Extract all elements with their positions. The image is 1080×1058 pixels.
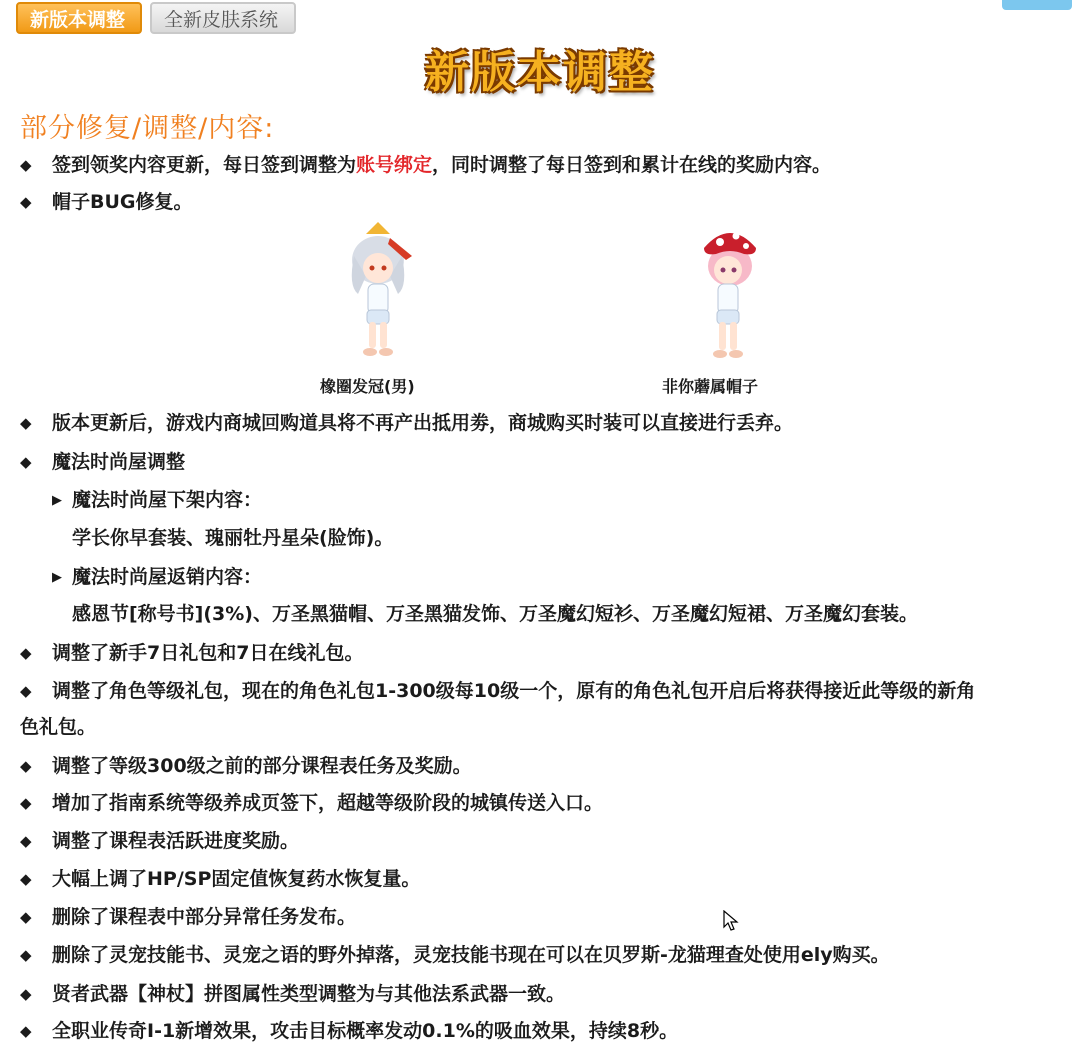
diamond-bullet-icon: ◆ xyxy=(20,946,32,964)
avatar-left-character-image xyxy=(336,216,420,366)
sub-list-text: 感恩节[称号书](3%)、万圣黑猫帽、万圣黑猫发饰、万圣魔幻短衫、万圣魔幻短裙、万圣魔幻套装。 xyxy=(72,603,918,625)
list-item: ◆ 全职业传奇I-1新增效果，攻击目标概率发动0.1%的吸血效果，持续8秒。 xyxy=(20,1020,679,1042)
list-item: ◆ 增加了指南系统等级养成页签下，超越等级阶段的城镇传送入口。 xyxy=(20,792,604,814)
list-item: ◆ 调整了课程表活跃进度奖励。 xyxy=(20,830,300,852)
list-item: ◆ 删除了灵宠技能书、灵宠之语的野外掉落，灵宠技能书现在可以在贝罗斯-龙猫理查处使用ely购买。 xyxy=(20,944,890,966)
list-item-continuation: 色礼包。 xyxy=(20,716,97,738)
diamond-bullet-icon: ◆ xyxy=(20,453,32,471)
list-item: ◆ 删除了课程表中部分异常任务发布。 xyxy=(20,906,357,928)
diamond-bullet-icon: ◆ xyxy=(20,794,32,812)
diamond-bullet-icon: ◆ xyxy=(20,757,32,775)
diamond-bullet-icon: ◆ xyxy=(20,832,32,850)
section-heading: 部分修复/调整/内容: xyxy=(20,113,275,144)
list-item: ◆ 版本更新后，游戏内商城回购道具将不再产出抵用劵，商城购买时装可以直接进行丢弃。 xyxy=(20,412,794,434)
corner-button[interactable] xyxy=(1002,0,1072,10)
highlight-text: 账号绑定 xyxy=(356,154,433,176)
diamond-bullet-icon: ◆ xyxy=(20,414,32,432)
diamond-bullet-icon: ◆ xyxy=(20,682,32,700)
caption-right: 非你蘑属帽子 xyxy=(662,377,759,396)
list-item: ◆ 帽子BUG修复。 xyxy=(20,191,193,213)
list-item: ◆ 调整了新手7日礼包和7日在线礼包。 xyxy=(20,642,364,664)
caption-left: 橡圈发冠(男) xyxy=(320,377,415,396)
diamond-bullet-icon: ◆ xyxy=(20,985,32,1003)
triangle-bullet-icon: ▶ xyxy=(52,493,62,508)
page-title: 新版本调整 xyxy=(425,47,655,98)
tab-bar xyxy=(16,2,296,34)
diamond-bullet-icon: ◆ xyxy=(20,870,32,888)
diamond-bullet-icon: ◆ xyxy=(20,156,32,174)
diamond-bullet-icon: ◆ xyxy=(20,1022,32,1040)
list-item: ◆ 调整了角色等级礼包，现在的角色礼包1-300级每10级一个，原有的角色礼包开启后将获得接近此等级的新角 xyxy=(20,680,976,702)
diamond-bullet-icon: ◆ xyxy=(20,908,32,926)
list-item: ◆ 贤者武器【神杖】拼图属性类型调整为与其他法系武器一致。 xyxy=(20,983,566,1005)
list-item: ◆ 签到领奖内容更新，每日签到调整为账号绑定，同时调整了每日签到和累计在线的奖励内容。 xyxy=(20,154,832,176)
sub-list-item: ▶ 魔法时尚屋返销内容： xyxy=(52,564,262,591)
diamond-bullet-icon: ◆ xyxy=(20,193,32,211)
tab-new-skin-system[interactable]: 全新皮肤系统 xyxy=(150,2,296,34)
mouse-pointer-icon xyxy=(723,910,739,932)
tab-new-version[interactable]: 新版本调整 xyxy=(16,2,142,34)
avatar-right-character-image xyxy=(688,220,772,370)
list-item: ◆ 魔法时尚屋调整 xyxy=(20,451,186,473)
list-item: ◆ 调整了等级300级之前的部分课程表任务及奖励。 xyxy=(20,755,472,777)
triangle-bullet-icon: ▶ xyxy=(52,570,62,585)
sub-list-item: ▶ 魔法时尚屋下架内容： xyxy=(52,487,262,514)
list-item: ◆ 大幅上调了HP/SP固定值恢复药水恢复量。 xyxy=(20,868,421,890)
sub-list-text: 学长你早套装、瑰丽牡丹星朵(脸饰)。 xyxy=(72,527,394,549)
diamond-bullet-icon: ◆ xyxy=(20,644,32,662)
